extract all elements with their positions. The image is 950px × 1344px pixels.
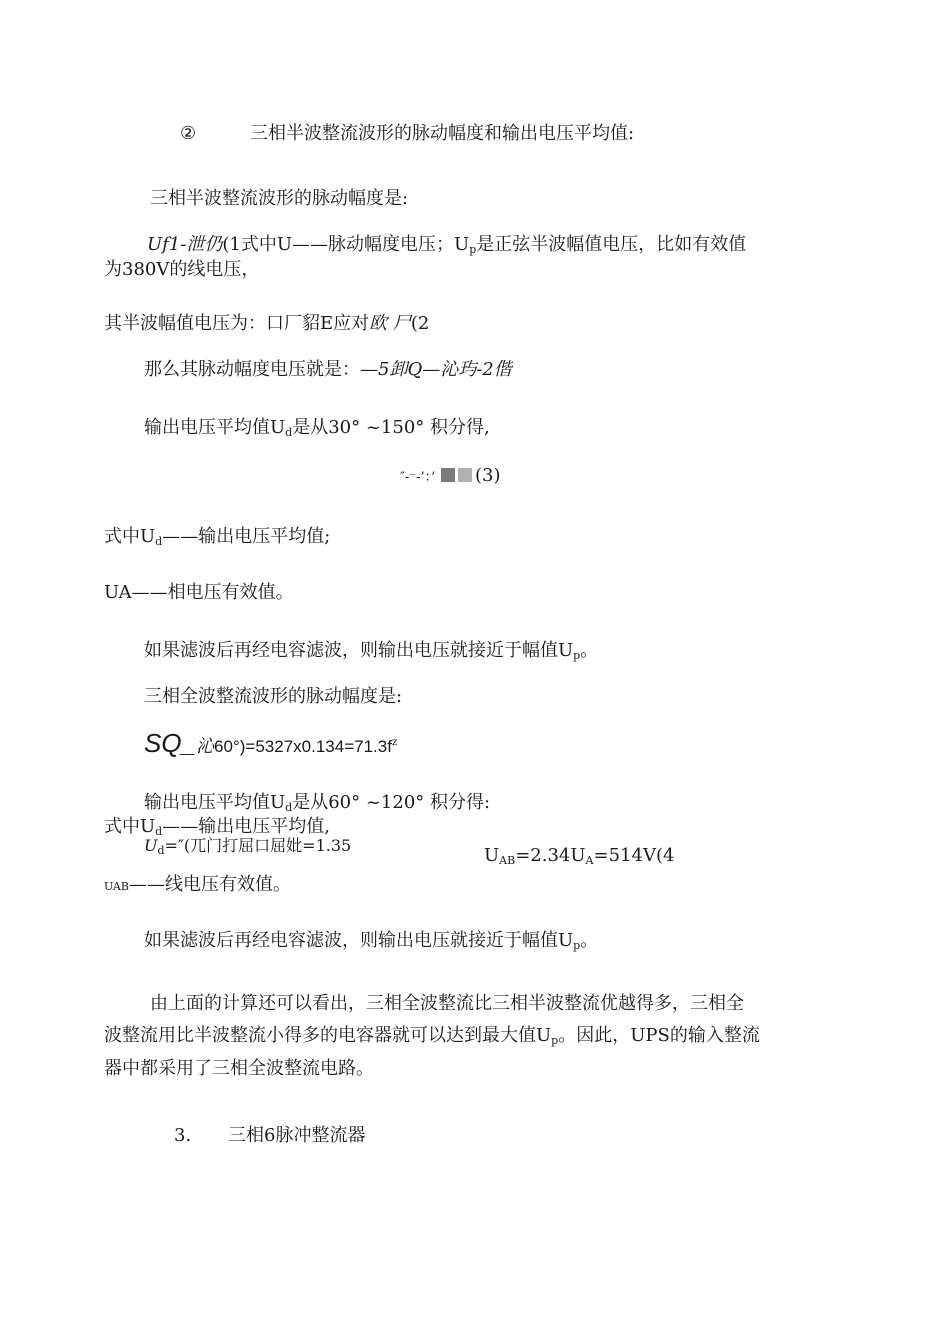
conclusion-line-2: 波整流用比半波整流小得多的电容器就可以达到最大值$U_p$。因此，UPS的输入整流 — [104, 1025, 760, 1047]
heading-number: ② — [180, 123, 197, 144]
uab-formula: $U_{AB}=2.34U_A=514V(4$ — [484, 845, 675, 867]
full-wave-formula: SQ_沁$60^\circ)=5327x0.134=71.3f^z$ — [144, 728, 398, 758]
section-heading-text: 三相半波整流波形的脉动幅度和输出电压平均值: — [250, 123, 635, 144]
line-voltage-note: 为380V的线电压， — [104, 259, 260, 280]
conclusion-line-1: 由上面的计算还可以看出，三相全波整流比三相半波整流优越得多，三相全 — [150, 993, 744, 1014]
equation-3: ″-⁻-’：’ (3) — [400, 465, 501, 486]
formula-1: Uf1-泄仍(1式中U——脉动幅度电压；$U_p$是正弦半波幅值电压，比如有效值 — [147, 234, 747, 256]
peak-voltage-line: 其半波幅值电压为：口厂貂E应对欧 尸(2 — [104, 313, 430, 334]
def-ud-half: 式中$U_d——$输出电压平均值; — [104, 526, 331, 548]
half-wave-intro: 三相半波整流波形的脉动幅度是: — [150, 188, 409, 209]
def-ud-full: 式中$U_d——$输出电压平均值, — [104, 816, 330, 838]
next-section-title: 三相6脉冲整流器 — [228, 1125, 366, 1146]
light-square — [458, 468, 472, 482]
next-section-number: 3. — [174, 1125, 192, 1146]
conclusion-line-3: 器中都采用了三相全波整流电路。 — [104, 1058, 374, 1079]
half-wave-filter-note: 如果滤波后再经电容滤波，则输出电压就接近于幅值$U_p$。 — [144, 640, 599, 662]
full-wave-filter-note: 如果滤波后再经电容滤波，则输出电压就接近于幅值$U_p$。 — [144, 930, 599, 952]
def-ua: UA——相电压有效值。 — [104, 582, 294, 603]
full-wave-average-line: 输出电压平均值$U_d$是从60° ~120° 积分得: — [144, 792, 491, 814]
def-uab: UAB——线电压有效值。 — [104, 874, 291, 895]
ripple-voltage-line: 那么其脉动幅度电压就是：—5卸Q—沁玙-2偕 — [144, 359, 512, 380]
section-heading — [180, 122, 196, 146]
ud-formula: $U_d=''$(兀门打屈口屈妣=1.35 — [144, 836, 352, 857]
half-wave-average-line: 输出电压平均值$U_d$是从30° ~150° 积分得, — [144, 417, 490, 439]
dark-square — [441, 468, 455, 482]
full-wave-intro: 三相全波整流波形的脉动幅度是: — [144, 686, 403, 707]
